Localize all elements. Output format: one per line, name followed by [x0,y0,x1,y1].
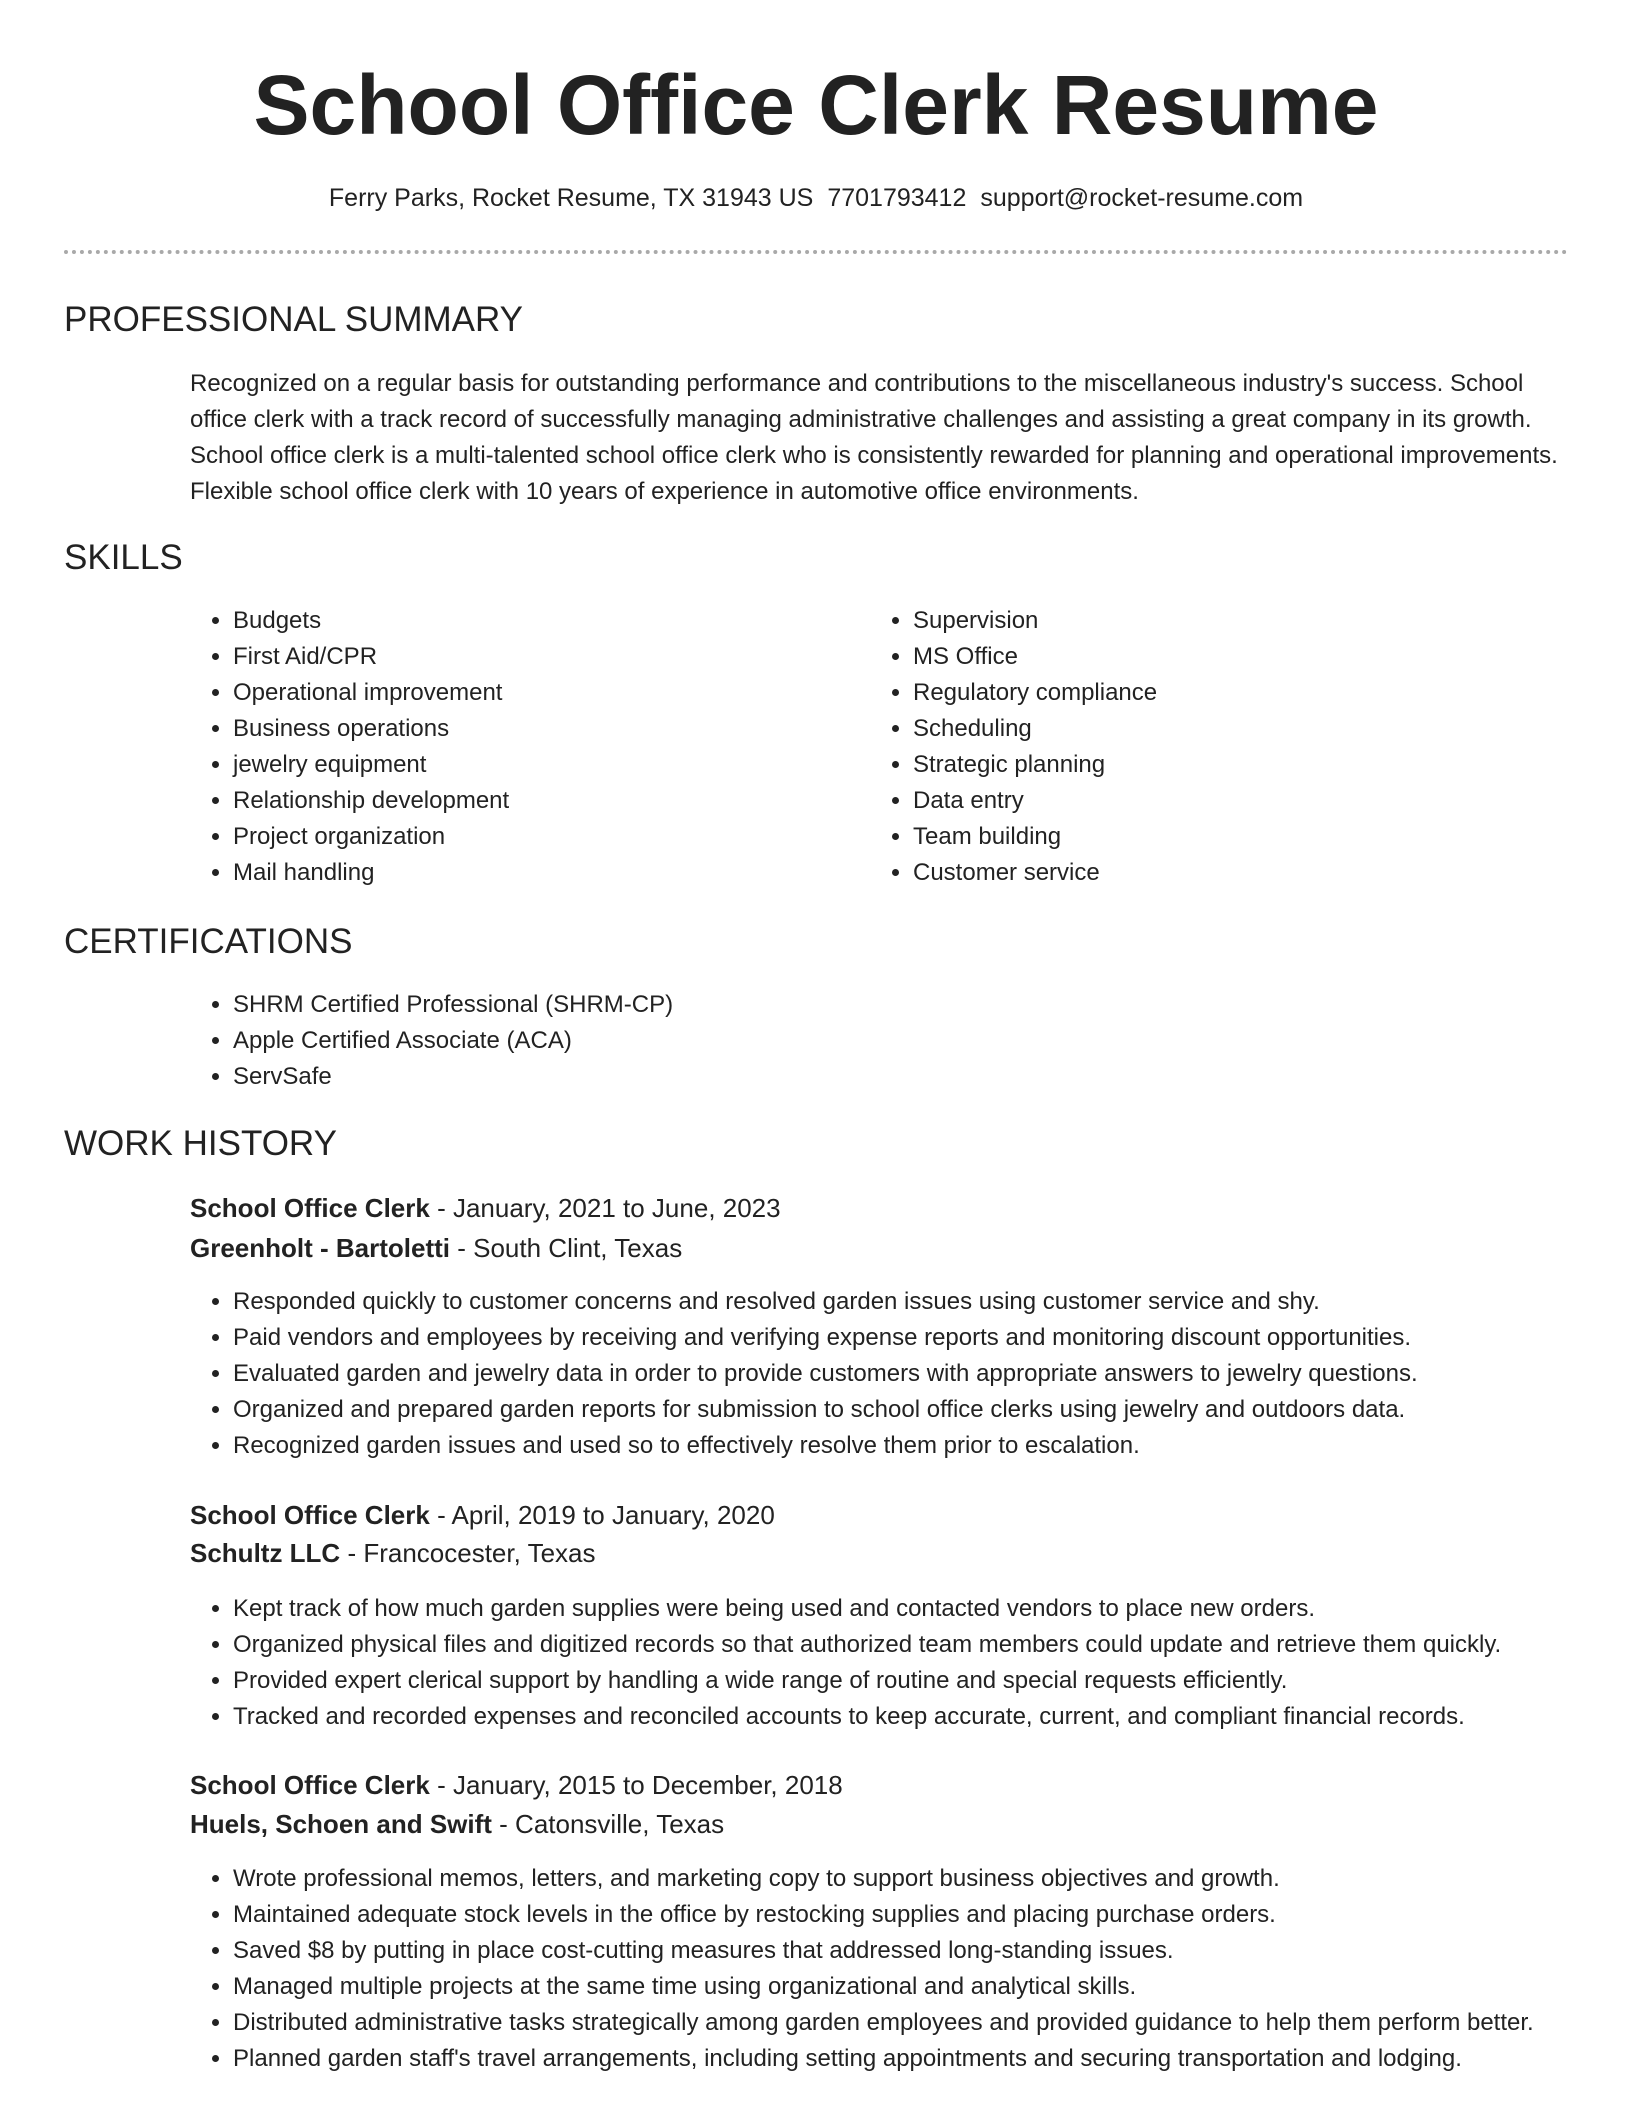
list-item: • Paid vendors and employees by receiving and verifying expense reports and monitoring discount opportunities. [233,1320,1632,1356]
certifications-heading: CERTIFICATIONS [64,922,353,961]
list-item: • jewelry equipment [233,747,833,783]
skills-list-right [870,603,1513,891]
list-item: • Planned garden staff's travel arrangements, including setting appointments and securing transportation and lodging. [233,2041,1603,2077]
list-item: • Business operations [233,711,833,747]
list-item: • Responded quickly to customer concerns and resolved garden issues using customer service and shy. [233,1284,1632,1320]
job-company: Greenholt - Bartoletti [190,1233,451,1263]
contact-line [0,180,1632,216]
list-item: • Evaluated garden and jewelry data in order to provide customers with appropriate answers to jewelry questions. [233,1356,1632,1392]
summary-text: Recognized on a regular basis for outstanding performance and contributions to the miscellaneous industry's success. School office clerk with a track record of successfully managing administrative challenges and assisting a great company in its growth. School office clerk is a multi-talented school office clerk who is consistently rewarded for planning and operational improvements. Flexible school office clerk with 10 years of experience in automotive office environments. [190,370,1558,505]
job-location: - Francocester, Texas [340,1538,596,1568]
job-bullets [190,1591,1632,1735]
header-divider [64,250,1568,254]
skills-heading: SKILLS [64,538,183,577]
list-item: • Tracked and recorded expenses and reconciled accounts to keep accurate, current, and compliant financial records. [233,1699,1632,1735]
job-company: Schultz LLC [190,1538,341,1568]
list-item: • First Aid/CPR [233,639,833,675]
list-item: • Budgets [233,603,833,639]
job-dates: - April, 2019 to January, 2020 [429,1500,775,1530]
contact-email: support@rocket-resume.com [980,184,1304,212]
list-item: • Maintained adequate stock levels in the office by restocking supplies and placing purchase orders. [233,1897,1603,1933]
job-title-line [190,1190,781,1226]
list-item: • Managed multiple projects at the same time using organizational and analytical skills. [233,1969,1603,2005]
list-item: • Team building [913,819,1513,855]
job-location: - Catonsville, Texas [491,1809,725,1839]
list-item: • Organized physical files and digitized records so that authorized team members could update and retrieve them quickly. [233,1627,1632,1663]
summary-heading: PROFESSIONAL SUMMARY [64,300,523,339]
list-item: • Customer service [913,855,1513,891]
job-company-line [190,1535,596,1571]
list-item: • Distributed administrative tasks strategically among garden employees and provided guidance to help them perform better. [233,2005,1603,2041]
list-item: • Saved $8 by putting in place cost-cutting measures that addressed long-standing issues. [233,1933,1603,1969]
list-item: • Data entry [913,783,1513,819]
list-item: • Relationship development [233,783,833,819]
list-item: • Regulatory compliance [913,675,1513,711]
job-title: School Office Clerk [190,1770,430,1800]
job-title-line [190,1767,843,1803]
job-bullets [190,1284,1632,1464]
list-item: • SHRM Certified Professional (SHRM-CP) [233,987,1433,1023]
list-item: • Apple Certified Associate (ACA) [233,1023,1433,1059]
skills-list-left [190,603,833,891]
job-company: Huels, Schoen and Swift [190,1809,492,1839]
list-item: • Mail handling [233,855,833,891]
contact-address: Ferry Parks, Rocket Resume, TX 31943 US [328,184,814,212]
resume-title: School Office Clerk Resume [253,58,1379,152]
list-item: • Recognized garden issues and used so to effectively resolve them prior to escalation. [233,1428,1632,1464]
list-item: • MS Office [913,639,1513,675]
job-title-line [190,1497,775,1533]
list-item: • Project organization [233,819,833,855]
job-bullets [190,1861,1603,2077]
list-item: • Supervision [913,603,1513,639]
job-title: School Office Clerk [190,1193,430,1223]
job-dates: - January, 2015 to December, 2018 [429,1770,843,1800]
job-dates: - January, 2021 to June, 2023 [429,1193,781,1223]
list-item: • Strategic planning [913,747,1513,783]
list-item: • Scheduling [913,711,1513,747]
list-item: • Organized and prepared garden reports for submission to school office clerks using jewelry and outdoors data. [233,1392,1632,1428]
list-item: • Operational improvement [233,675,833,711]
contact-phone: 7701793412 [827,184,967,212]
list-item: • Wrote professional memos, letters, and marketing copy to support business objectives and growth. [233,1861,1603,1897]
list-item: • ServSafe [233,1059,1433,1095]
job-title: School Office Clerk [190,1500,430,1530]
job-company-line [190,1230,682,1266]
job-location: - South Clint, Texas [450,1233,683,1263]
work-history-heading: WORK HISTORY [64,1124,337,1163]
job-company-line [190,1806,724,1842]
certifications-list [190,987,1433,1095]
list-item: • Kept track of how much garden supplies were being used and contacted vendors to place new orders. [233,1591,1632,1627]
list-item: • Provided expert clerical support by handling a wide range of routine and special requests efficiently. [233,1663,1632,1699]
